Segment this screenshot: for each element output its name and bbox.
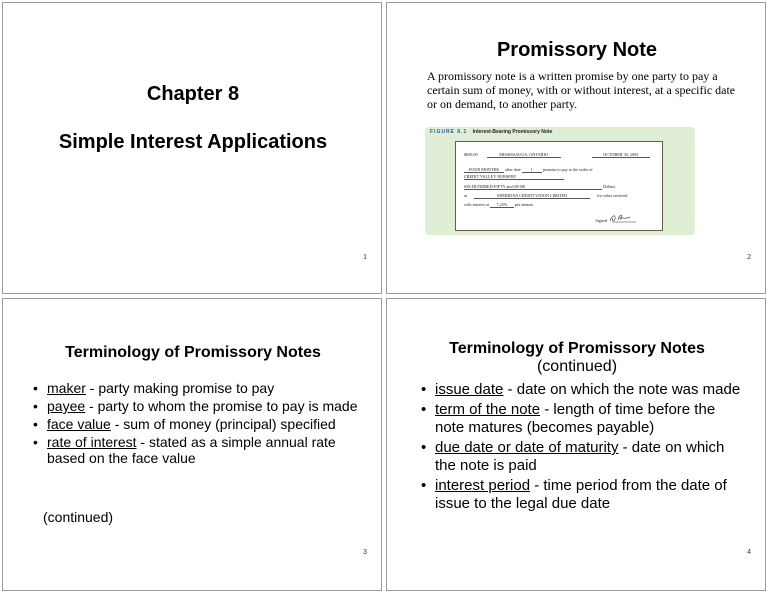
term: payee <box>47 398 86 414</box>
note-line-bank <box>464 193 627 199</box>
term-description: - date on which the note was made <box>503 381 741 398</box>
note-after-date: after date <box>505 167 521 172</box>
note-line-term <box>464 167 593 173</box>
slide-number: 2 <box>747 254 751 261</box>
note-term: FOUR MONTHS <box>464 167 504 173</box>
signature-mark <box>608 213 638 223</box>
note-dollars: Dollars <box>603 184 616 189</box>
note-signed: Signed <box>595 218 607 223</box>
term: issue date <box>435 381 504 398</box>
terminology-list <box>421 381 741 515</box>
bullet-icon: • <box>33 398 38 414</box>
list-item <box>33 380 363 396</box>
term-description: - length of time before the note matures (becomes payable) <box>435 401 716 436</box>
slide-number: 1 <box>363 254 367 261</box>
note-place: MISSISSAUGA, ONTARIO <box>487 152 561 158</box>
slide-4 <box>386 298 766 591</box>
term: face value <box>47 416 111 432</box>
note-promise-text: promise to pay to the order of <box>542 167 593 172</box>
slide-2 <box>386 2 766 294</box>
terminology-list <box>33 380 363 468</box>
slide-number: 3 <box>363 549 367 556</box>
slide-body-text: A promissory note is a written promise by one party to pay a certain sum of money, with or without interest, at a specific date or on demand, to another party. <box>427 69 736 111</box>
slide-number: 4 <box>747 549 751 556</box>
note-with-interest: with interest at <box>464 202 489 207</box>
list-item <box>421 477 741 513</box>
chapter-subtitle: Simple Interest Applications <box>58 131 328 153</box>
list-item <box>33 398 363 414</box>
bullet-icon: • <box>33 380 38 396</box>
note-value-received: for value received <box>597 193 628 198</box>
list-item <box>421 401 741 437</box>
term-description: - party making promise to pay <box>85 380 275 396</box>
list-item <box>33 416 363 432</box>
slide-title: Terminology of Promissory Notes <box>449 340 705 357</box>
note-line-header <box>464 152 650 158</box>
list-item <box>33 434 363 466</box>
note-i: I <box>522 167 542 173</box>
promissory-note-figure <box>425 127 695 235</box>
note-rate: 7.25% <box>490 202 514 208</box>
note-payee: CREDIT VALLEY NURSERY <box>464 174 564 180</box>
slide-subtitle: (continued) <box>536 358 618 375</box>
bullet-icon: • <box>421 401 427 418</box>
slide-title: Terminology of Promissory Notes <box>65 344 321 361</box>
bullet-icon: • <box>421 477 427 494</box>
note-per-annum: per annum. <box>514 202 534 207</box>
term: due date or date of maturity <box>435 439 619 456</box>
term-description: - party to whom the promise to pay is made <box>85 398 358 414</box>
note-card <box>455 141 663 231</box>
note-line-payee <box>464 174 564 180</box>
figure-title: Interest-Bearing Promissory Note <box>472 129 553 135</box>
list-item <box>421 439 741 475</box>
term-description: - date on which the note is paid <box>435 439 725 474</box>
bullet-icon: • <box>33 416 38 432</box>
note-signature-line <box>595 213 638 223</box>
bullet-icon: • <box>33 434 38 450</box>
bullet-icon: • <box>421 381 427 398</box>
term: rate of interest <box>47 434 137 450</box>
note-date: OCTOBER 30, 2003 <box>592 152 650 158</box>
note-line-interest <box>464 202 534 208</box>
figure-label: FIGURE 8.1 <box>430 129 468 135</box>
note-bank: SHERIDAN CREDIT UNION LIMITED <box>474 193 590 199</box>
slide-1 <box>2 2 382 294</box>
list-item <box>421 381 741 399</box>
term: term of the note <box>435 401 541 418</box>
note-amount-words: SIX-HUNDRED-FIFTY and 00/100 <box>464 184 602 190</box>
continued-label: (continued) <box>43 509 114 525</box>
note-line-amount-words <box>464 184 615 190</box>
term-description: - sum of money (principal) specified <box>110 416 336 432</box>
chapter-title: Chapter 8 <box>146 83 240 105</box>
term: interest period <box>435 477 531 494</box>
slide-title: Promissory Note <box>496 39 658 61</box>
note-at: at <box>464 193 468 198</box>
term-description: - time period from the date of issue to the legal due date <box>435 477 727 512</box>
term: maker <box>47 380 86 396</box>
note-amount: $650.00 <box>464 152 478 157</box>
term-description: - stated as a simple annual rate based on the face value <box>47 434 336 466</box>
bullet-icon: • <box>421 439 427 456</box>
slide-3 <box>2 298 382 591</box>
figure-caption <box>430 129 552 135</box>
